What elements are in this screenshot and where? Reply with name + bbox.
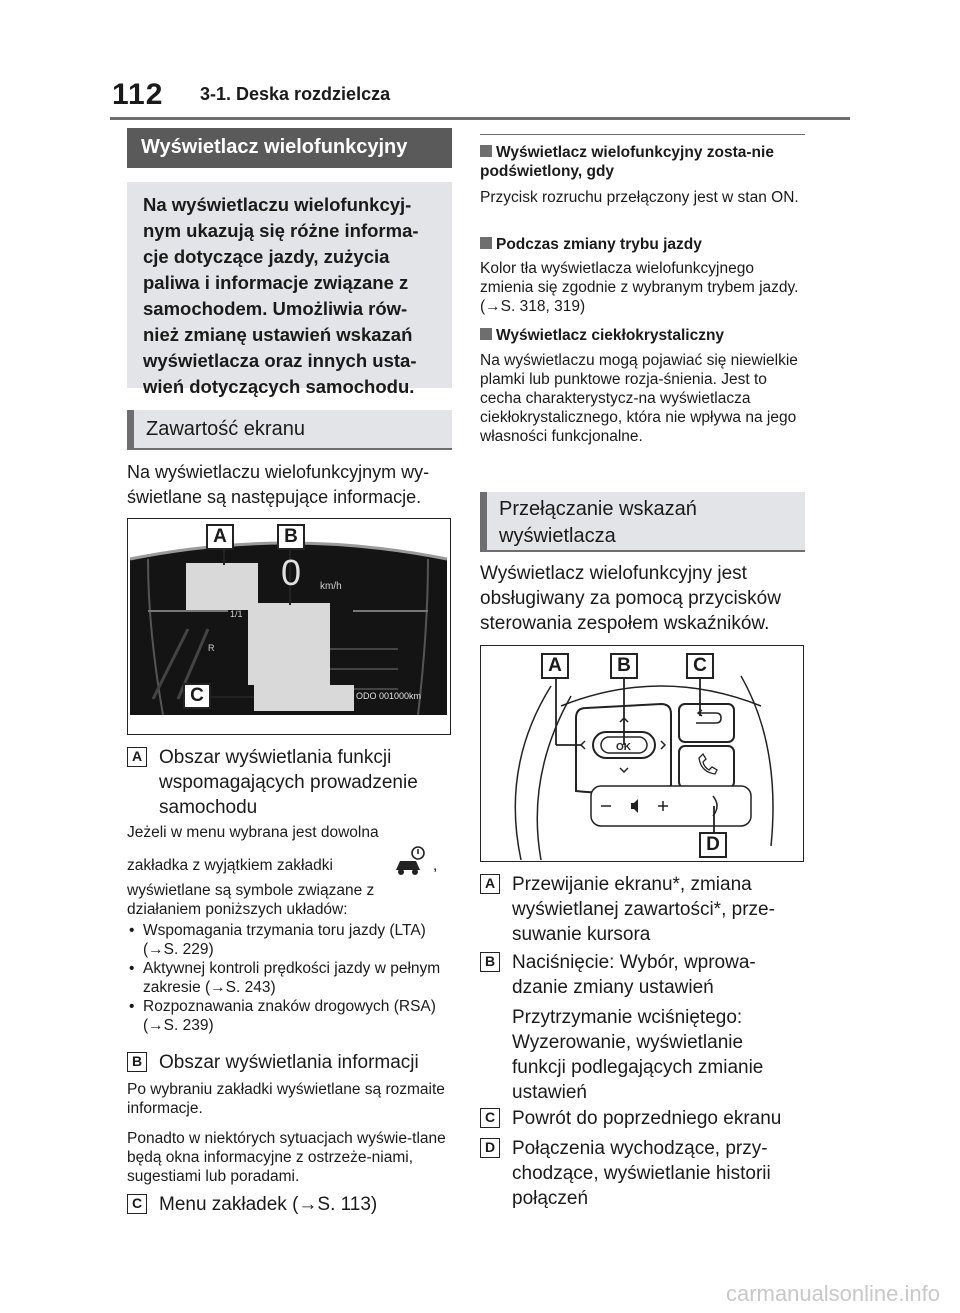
subhead-screen-content: Zawartość ekranu <box>127 410 452 450</box>
switch-item-c-text: Powrót do poprzedniego ekranu <box>512 1108 782 1129</box>
speed-readout: 0 <box>281 552 302 593</box>
figure-label-a: A <box>541 653 569 679</box>
switch-item-b <box>480 950 805 1000</box>
item-a-note-2: zakładka z wyjątkiem zakładki <box>127 857 333 874</box>
area-b-box <box>248 603 330 685</box>
watermark: carmanualsonline.info <box>725 1281 940 1306</box>
square-bullet-icon <box>480 237 492 249</box>
item-b-note-1: Po wybraniu zakładki wyświetlane są rozmaite informacje. <box>127 1081 445 1117</box>
main-banner: Wyświetlacz wielofunkcyjny <box>127 128 452 168</box>
figure-label-a: A <box>206 524 234 550</box>
ok-button-label: OK <box>616 742 631 753</box>
item-a <box>127 745 452 820</box>
header-rule <box>110 117 850 120</box>
gear-ratio: 1/1 <box>230 609 243 619</box>
cluster-figure <box>127 518 451 735</box>
switching-lead: Wyświetlacz wielofunkcyjny jest obsługiwany za pomocą przycisków sterowania zespołem wskaźników. <box>480 563 781 634</box>
switch-item-a-label: A <box>480 874 500 894</box>
item-b-note-2: Ponadto w niektórych sytuacjach wyświe-tlane będą okna informacyjne z ostrzeże-niami, sugestiami lub poradami. <box>127 1130 446 1185</box>
systems-list <box>127 921 452 1035</box>
subhead-switching: Przełączanie wskazań wyświetlacza <box>480 492 805 552</box>
note-body-1: Przycisk rozruchu przełączony jest w stan ON. <box>480 189 799 206</box>
switch-item-b-text: Naciśnięcie: Wybór, wprowa-dzanie zmiany ustawień <box>512 952 756 998</box>
cluster-drawing <box>128 519 449 733</box>
comma: , <box>433 857 438 874</box>
switch-item-d-text: Połączenia wychodzące, przy-chodzące, wyświetlanie historii połączeń <box>512 1138 771 1209</box>
figure-label-b: B <box>277 524 305 550</box>
list-item: • Aktywnej kontroli prędkości jazdy w pełnym zakresie (→S. 243) <box>127 959 452 997</box>
figure-label-c: C <box>686 653 714 679</box>
note-body-3: Na wyświetlaczu mogą pojawiać się niewielkie plamki lub punktowe rozja-śnienia. Jest to cecha charakterystycz-na wyświetlacza ciekłokrystalicznego, która nie wpływa na jego własności funkcjonalne. <box>480 352 798 445</box>
car-tab-icon <box>392 846 430 878</box>
note-heading-3: Wyświetlacz ciekłokrystaliczny <box>480 326 805 345</box>
switch-item-b-label: B <box>480 952 500 972</box>
item-c <box>127 1192 452 1217</box>
switch-item-d <box>480 1136 805 1211</box>
item-a-note-1: Jeżeli w menu wybrana jest dowolna <box>127 824 379 841</box>
square-bullet-icon <box>480 328 492 340</box>
square-bullet-icon <box>480 145 492 157</box>
item-a-title: Obszar wyświetlania funkcji wspomagających prowadzenie samochodu <box>159 747 418 818</box>
item-a-note-3: wyświetlane są symbole związane z działaniem poniższych układów: <box>127 882 375 918</box>
right-top-rule <box>480 134 805 135</box>
list-item: • Wspomagania trzymania toru jazdy (LTA) (→S. 229) <box>127 921 452 959</box>
gear-indicator: R <box>208 643 215 653</box>
odometer: ODO 001000km <box>356 691 422 701</box>
steering-switch-figure <box>480 645 804 862</box>
intro-box: Na wyświetlaczu wielofunkcyj-nym ukazują się różne informa-cje dotyczące jazdy, zużycia paliwa i informacje związane z samochodem. Umożliwia rów-nież zmianę ustawień wskazań wyświetlacza oraz innych usta-wień dotyczących samochodu. <box>127 182 452 388</box>
steering-switch-drawing <box>481 646 802 860</box>
page-number: 112 <box>112 78 164 111</box>
figure-label-c: C <box>183 683 211 709</box>
item-b-label: B <box>127 1052 147 1072</box>
list-item: • Rozpoznawania znaków drogowych (RSA) (→S. 239) <box>127 997 452 1035</box>
figure-label-d: D <box>699 832 727 858</box>
note-heading-2: Podczas zmiany trybu jazdy <box>480 235 805 254</box>
switch-item-c-label: C <box>480 1108 500 1128</box>
switch-item-b-hold: Przytrzymanie wciśniętego: Wyzerowanie, wyświetlanie funkcji podlegających zmianie ustawień <box>512 1007 764 1103</box>
figure-label-b: B <box>610 653 638 679</box>
switch-item-d-label: D <box>480 1138 500 1158</box>
item-b <box>127 1050 452 1075</box>
speed-unit: km/h <box>320 581 342 592</box>
screen-content-lead: Na wyświetlaczu wielofunkcyjnym wy-świetlane są następujące informacje. <box>127 462 430 507</box>
note-body-2: Kolor tła wyświetlacza wielofunkcyjnego zmienia się zgodnie z wybranym trybem jazdy. (→S. 318, 319) <box>480 260 799 315</box>
note-heading-1: Wyświetlacz wielofunkcyjny zosta-nie podświetlony, gdy <box>480 144 774 180</box>
switch-item-c <box>480 1106 805 1131</box>
item-c-title: Menu zakładek (→S. 113) <box>159 1194 378 1215</box>
item-c-label: C <box>127 1194 147 1214</box>
area-c-box <box>254 685 354 711</box>
switch-item-a <box>480 872 805 947</box>
section-title: 3-1. Deska rozdzielcza <box>200 84 391 104</box>
item-b-title: Obszar wyświetlania informacji <box>159 1052 419 1073</box>
area-a-box <box>186 563 258 610</box>
switch-item-a-text: Przewijanie ekranu*, zmiana wyświetlanej zawartości*, prze-suwanie kursora <box>512 874 775 945</box>
item-a-label: A <box>127 747 147 767</box>
